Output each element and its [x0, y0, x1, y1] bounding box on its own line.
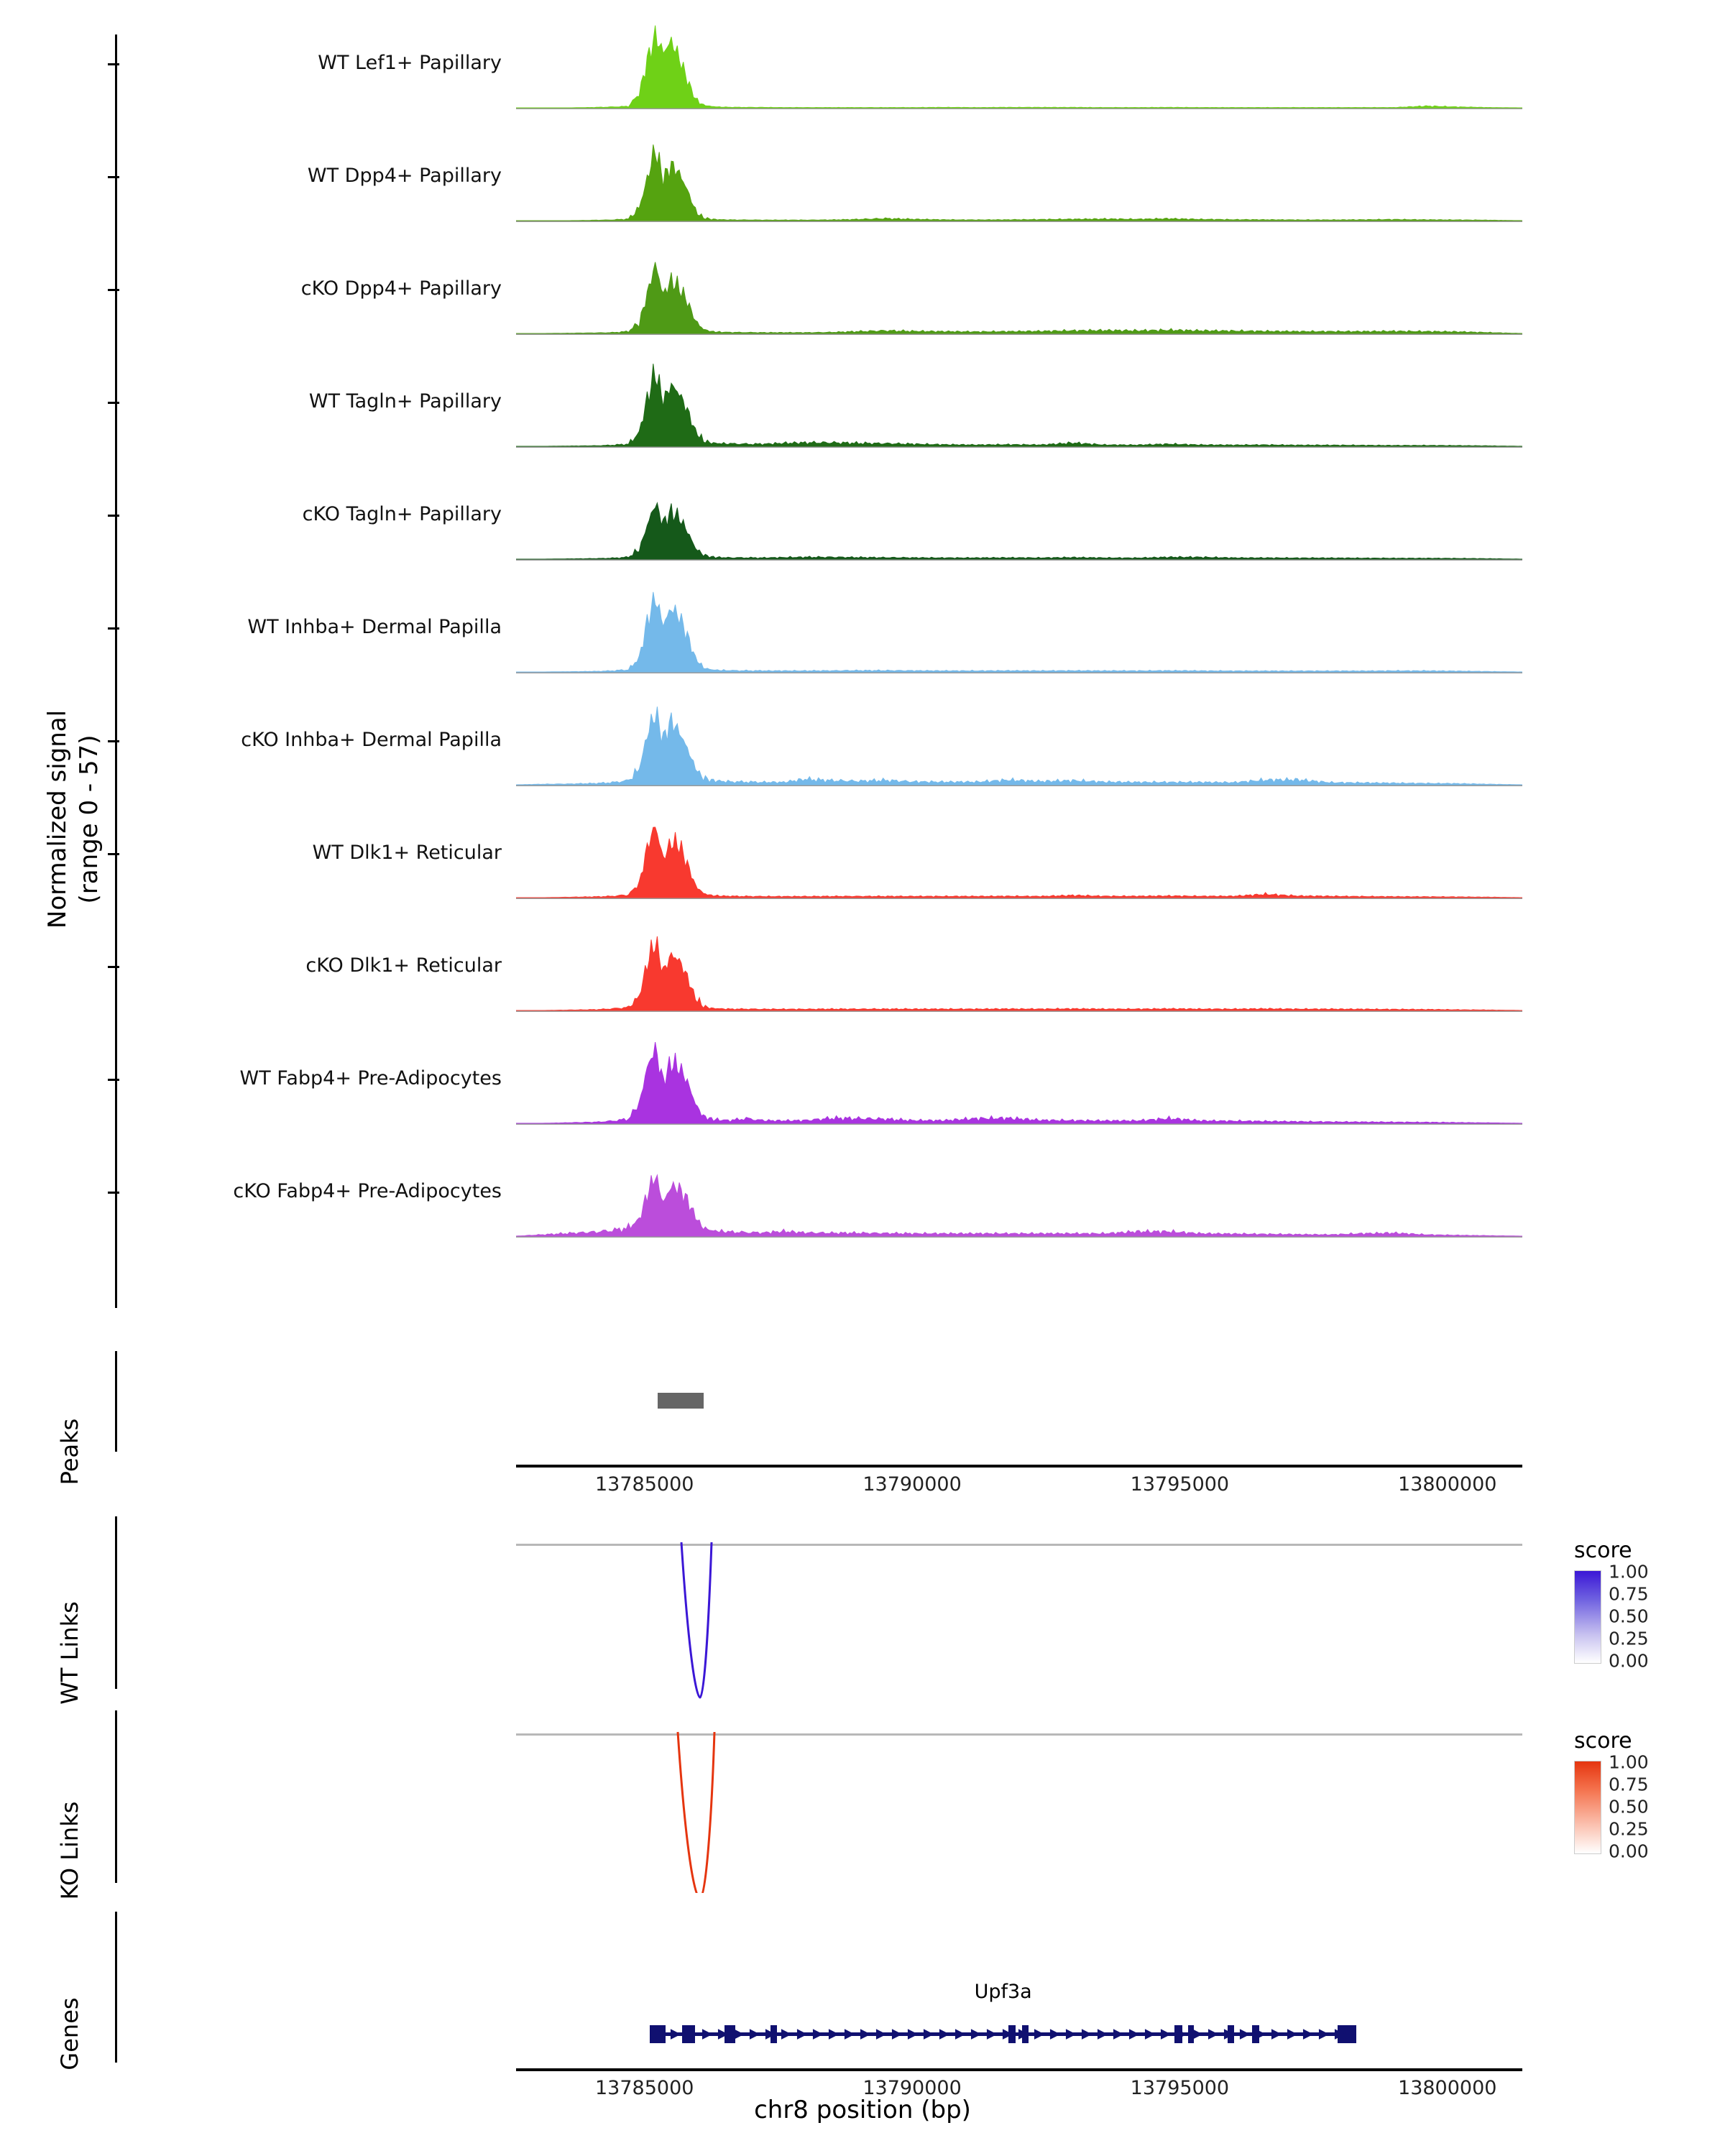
gene-strand-arrow-icon: ▶: [1018, 2025, 1029, 2042]
y-axis-label-line1: Normalized signal: [43, 709, 72, 929]
track-axis-tick: [108, 853, 119, 855]
coverage-track: [516, 254, 1522, 333]
gene-strand-arrow-icon: ▶: [670, 2025, 681, 2042]
gene-strand-arrow-icon: ▶: [654, 2025, 666, 2042]
track-axis-tick: [108, 1079, 119, 1081]
coverage-axis-rule: [115, 34, 117, 1308]
genes-axis-rule: [115, 1912, 117, 2063]
ko-links-legend-ticks: [1609, 1751, 1695, 1862]
gene-strand-arrow-icon: ▶: [702, 2025, 713, 2042]
x-axis-tick-label: 13785000: [595, 1473, 694, 1496]
gene-strand-arrow-icon: ▶: [1097, 2025, 1108, 2042]
gene-strand-arrow-icon: ▶: [1034, 2025, 1045, 2042]
y-axis-label-line2: (range 0 - 57): [75, 734, 104, 904]
wt-links-axis-rule: [115, 1516, 117, 1689]
track-label: WT Tagln+ Papillary: [308, 390, 502, 413]
peak-bar: [658, 1393, 703, 1409]
gene-strand-arrow-icon: ▶: [1318, 2025, 1330, 2042]
gene-strand-arrow-icon: ▶: [1049, 2025, 1061, 2042]
track-axis-tick: [108, 289, 119, 291]
track-axis-tick: [108, 515, 119, 517]
x-axis-tick-label: 13795000: [1130, 2077, 1230, 2099]
gene-strand-arrow-icon: ▶: [1160, 2025, 1172, 2042]
gene-strand-arrow-icon: ▶: [749, 2025, 760, 2042]
track-label: WT Dpp4+ Papillary: [307, 165, 502, 187]
gene-strand-arrow-icon: ▶: [954, 2025, 966, 2042]
track-label: cKO Tagln+ Papillary: [302, 503, 502, 525]
gene-strand-arrow-icon: ▶: [812, 2025, 824, 2042]
gene-strand-arrow-icon: ▶: [1081, 2025, 1092, 2042]
genes-section-label: Genes: [56, 1997, 83, 2070]
peaks-axis-rule: [115, 1351, 117, 1452]
x-axis-tick-label: 13785000: [595, 2077, 694, 2099]
wt-legend-tick-2: 0.50: [1609, 1606, 1649, 1627]
gene-strand-arrow-icon: ▶: [1065, 2025, 1077, 2042]
coverage-track: [516, 593, 1522, 672]
gene-strand-arrow-icon: ▶: [1271, 2025, 1282, 2042]
ko-links-section-label: KO Links: [56, 1801, 83, 1900]
gene-strand-arrow-icon: ▶: [986, 2025, 998, 2042]
coverage-track: [516, 819, 1522, 898]
gene-strand-arrow-icon: ▶: [828, 2025, 840, 2042]
gene-strand-arrow-icon: ▶: [796, 2025, 808, 2042]
gene-strand-arrow-icon: ▶: [1223, 2025, 1235, 2042]
coverage-track: [516, 29, 1522, 108]
ko-legend-tick-1: 0.75: [1609, 1774, 1649, 1795]
wt-links-arcs: [516, 1538, 1522, 1703]
gene-strand-arrow-icon: ▶: [1255, 2025, 1266, 2042]
gene-strand-arrow-icon: ▶: [1144, 2025, 1156, 2042]
track-axis-tick: [108, 1192, 119, 1194]
ko-legend-tick-0: 1.00: [1609, 1751, 1649, 1773]
ko-legend-tick-2: 0.50: [1609, 1796, 1649, 1818]
x-axis-tick-label: 13790000: [862, 2077, 962, 2099]
wt-links-legend-ticks: [1609, 1561, 1695, 1672]
wt-links-legend-title: score: [1574, 1538, 1632, 1563]
ko-links-axis-rule: [115, 1710, 117, 1883]
ko-links-arcs: [516, 1728, 1522, 1893]
x-axis-tick-label: 13800000: [1398, 2077, 1497, 2099]
track-label: cKO Dlk1+ Reticular: [305, 954, 502, 977]
coverage-track: [516, 1044, 1522, 1123]
track-label: cKO Dpp4+ Papillary: [300, 277, 502, 300]
gene-strand-arrow-icon: ▶: [891, 2025, 903, 2042]
wt-legend-tick-0: 1.00: [1609, 1561, 1649, 1583]
gene-strand-arrow-icon: ▶: [1128, 2025, 1140, 2042]
track-label: cKO Inhba+ Dermal Papilla: [241, 729, 502, 751]
gene-strand-arrow-icon: ▶: [1334, 2025, 1346, 2042]
track-axis-tick: [108, 627, 119, 630]
gene-strand-arrow-icon: ▶: [717, 2025, 729, 2042]
x-axis-top-line: [516, 1465, 1522, 1468]
gene-strand-arrow-icon: ▶: [923, 2025, 934, 2042]
track-axis-tick: [108, 63, 119, 65]
coverage-track: [516, 367, 1522, 446]
track-axis-tick: [108, 176, 119, 178]
gene-strand-arrow-icon: ▶: [1113, 2025, 1124, 2042]
gene-strand-arrow-icon: ▶: [1239, 2025, 1251, 2042]
coverage-track: [516, 706, 1522, 785]
track-axis-tick: [108, 402, 119, 404]
coverage-track: [516, 1157, 1522, 1236]
gene-strand-arrow-icon: ▶: [1208, 2025, 1219, 2042]
wt-legend-tick-4: 0.00: [1609, 1650, 1649, 1672]
peaks-section-label: Peaks: [56, 1418, 83, 1485]
track-label: WT Fabp4+ Pre-Adipocytes: [239, 1067, 502, 1089]
track-label: WT Lef1+ Papillary: [318, 52, 502, 74]
wt-links-legend: [1574, 1538, 1725, 1672]
wt-legend-tick-1: 0.75: [1609, 1583, 1649, 1605]
x-axis-tick-label: 13790000: [862, 1473, 962, 1496]
ko-links-legend-colorbar: [1574, 1761, 1601, 1854]
x-axis-tick-label: 13800000: [1398, 1473, 1497, 1496]
track-axis-tick: [108, 740, 119, 742]
coverage-track: [516, 931, 1522, 1010]
wt-links-legend-colorbar: [1574, 1570, 1601, 1664]
gene-strand-arrow-icon: ▶: [733, 2025, 745, 2042]
track-label: WT Dlk1+ Reticular: [312, 842, 502, 864]
gene-strand-arrow-icon: ▶: [1287, 2025, 1298, 2042]
gene-strand-arrow-icon: ▶: [860, 2025, 871, 2042]
x-axis-bottom-line: [516, 2068, 1522, 2071]
wt-links-section-label: WT Links: [56, 1601, 83, 1705]
gene-strand-arrow-icon: ▶: [1192, 2025, 1203, 2042]
gene-strand-arrow-icon: ▶: [875, 2025, 887, 2042]
gene-strand-arrow-icon: ▶: [844, 2025, 855, 2042]
ko-links-legend: [1574, 1728, 1725, 1862]
gene-name-label: Upf3a: [974, 1981, 1032, 2003]
gene-strand-arrow-icon: ▶: [1176, 2025, 1187, 2042]
coverage-track: [516, 480, 1522, 559]
gene-strand-arrow-icon: ▶: [939, 2025, 950, 2042]
coverage-track: [516, 142, 1522, 221]
gene-strand-arrow-icon: ▶: [1302, 2025, 1314, 2042]
ko-links-legend-title: score: [1574, 1728, 1632, 1754]
track-label: cKO Fabp4+ Pre-Adipocytes: [233, 1180, 502, 1202]
track-label: WT Inhba+ Dermal Papilla: [247, 616, 502, 638]
ko-legend-tick-3: 0.25: [1609, 1818, 1649, 1840]
gene-strand-arrow-icon: ▶: [765, 2025, 776, 2042]
gene-strand-arrow-icon: ▶: [781, 2025, 792, 2042]
x-axis-tick-label: 13795000: [1130, 1473, 1230, 1496]
gene-strand-arrow-icon: ▶: [970, 2025, 982, 2042]
x-axis-title: chr8 position (bp): [754, 2096, 971, 2124]
wt-legend-tick-3: 0.25: [1609, 1628, 1649, 1649]
ko-legend-tick-4: 0.00: [1609, 1841, 1649, 1862]
y-axis-label: [42, 710, 105, 929]
track-axis-tick: [108, 966, 119, 968]
gene-strand-arrow-icon: ▶: [686, 2025, 697, 2042]
gene-strand-arrow-icon: ▶: [907, 2025, 919, 2042]
gene-strand-arrow-icon: ▶: [1002, 2025, 1013, 2042]
